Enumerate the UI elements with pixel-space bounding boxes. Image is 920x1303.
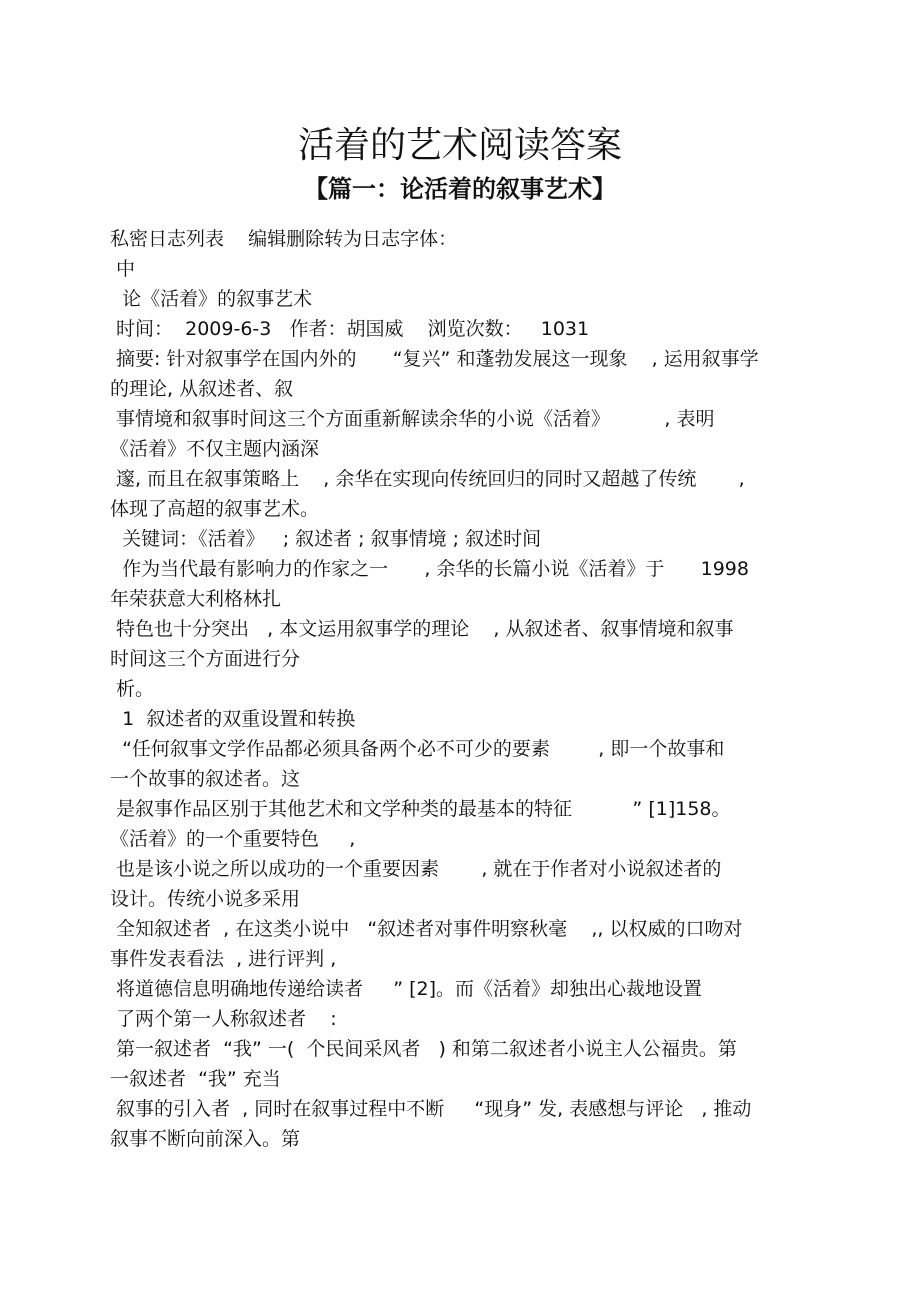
text-line: 《活着》不仅主题内涵深	[110, 438, 320, 460]
text-line: 也是该小说之所以成功的一个重要因素 , 就在于作者对小说叙述者的	[110, 858, 722, 880]
text-line: 时间这三个方面进行分	[110, 648, 301, 670]
text-line: 摘要: 针对叙事学在国内外的 “复兴” 和蓬勃发展这一现象 , 运用叙事学	[110, 348, 759, 370]
text-line: 一个故事的叙述者。这	[110, 768, 301, 790]
text-line: 年荣获意大利格林扎	[110, 588, 282, 610]
text-line: 论《活着》的叙事艺术	[110, 288, 313, 310]
text-line: 中	[110, 258, 136, 280]
text-line: 的理论, 从叙述者、叙	[110, 378, 294, 400]
text-line: “任何叙事文学作品都必须具备两个必不可少的要素 , 即一个故事和	[110, 738, 725, 760]
text-line: 叙事不断向前深入。第	[110, 1128, 301, 1150]
text-line: 一叙述者 “我” 充当	[110, 1068, 281, 1090]
text-line: 是叙事作品区别于其他艺术和文学种类的最基本的特征 ” [1]158。	[110, 798, 731, 820]
text-line: 析。	[110, 678, 155, 700]
text-line: 体现了高超的叙事艺术。	[110, 498, 320, 520]
text-line: 事件发表看法 , 进行评判 ,	[110, 948, 337, 970]
text-line: 私密日志列表 编辑删除转为日志字体：	[110, 228, 458, 250]
text-line: 《活着》的一个重要特色 ,	[110, 828, 356, 850]
text-line: 1 叙述者的双重设置和转换	[110, 708, 356, 730]
text-line: 了两个第一人称叙述者 :	[110, 1008, 337, 1030]
text-line: 邃, 而且在叙事策略上 , 余华在实现向传统回归的同时又超越了传统 ,	[110, 468, 745, 490]
document-title: 活着的艺术阅读答案	[297, 125, 622, 166]
text-line: 设计。传统小说多采用	[110, 888, 301, 910]
text-line: 作为当代最有影响力的作家之一 , 余华的长篇小说《活着》于 1998	[110, 558, 749, 580]
document-subtitle: 【篇一：论活着的叙事艺术】	[304, 175, 616, 203]
text-line: 叙事的引入者 , 同时在叙事过程中不断 “现身” 发, 表感想与评论 , 推动	[110, 1098, 752, 1120]
text-line: 将道德信息明确地传递给读者 ” [2]。而《活着》却独出心裁地设置	[110, 978, 703, 1000]
text-line: 特色也十分突出 , 本文运用叙事学的理论 , 从叙述者、叙事情境和叙事	[110, 618, 734, 640]
text-line: 第一叙述者 “我” 一( 个民间采风者 ) 和第二叙述者小说主人公福贵。第	[110, 1038, 737, 1060]
text-line: 全知叙述者 , 在这类小说中 “叙述者对事件明察秋毫 ,, 以权威的口吻对	[110, 918, 743, 940]
document-body	[110, 224, 800, 1154]
text-line: 时间： 2009-6-3 作者：胡国威 浏览次数： 1031	[110, 318, 590, 340]
text-line: 事情境和叙事时间这三个方面重新解读余华的小说《活着》 , 表明	[110, 408, 715, 430]
text-line: 关键词：《活着》 ; 叙述者 ; 叙事情境 ; 叙述时间	[110, 528, 542, 550]
